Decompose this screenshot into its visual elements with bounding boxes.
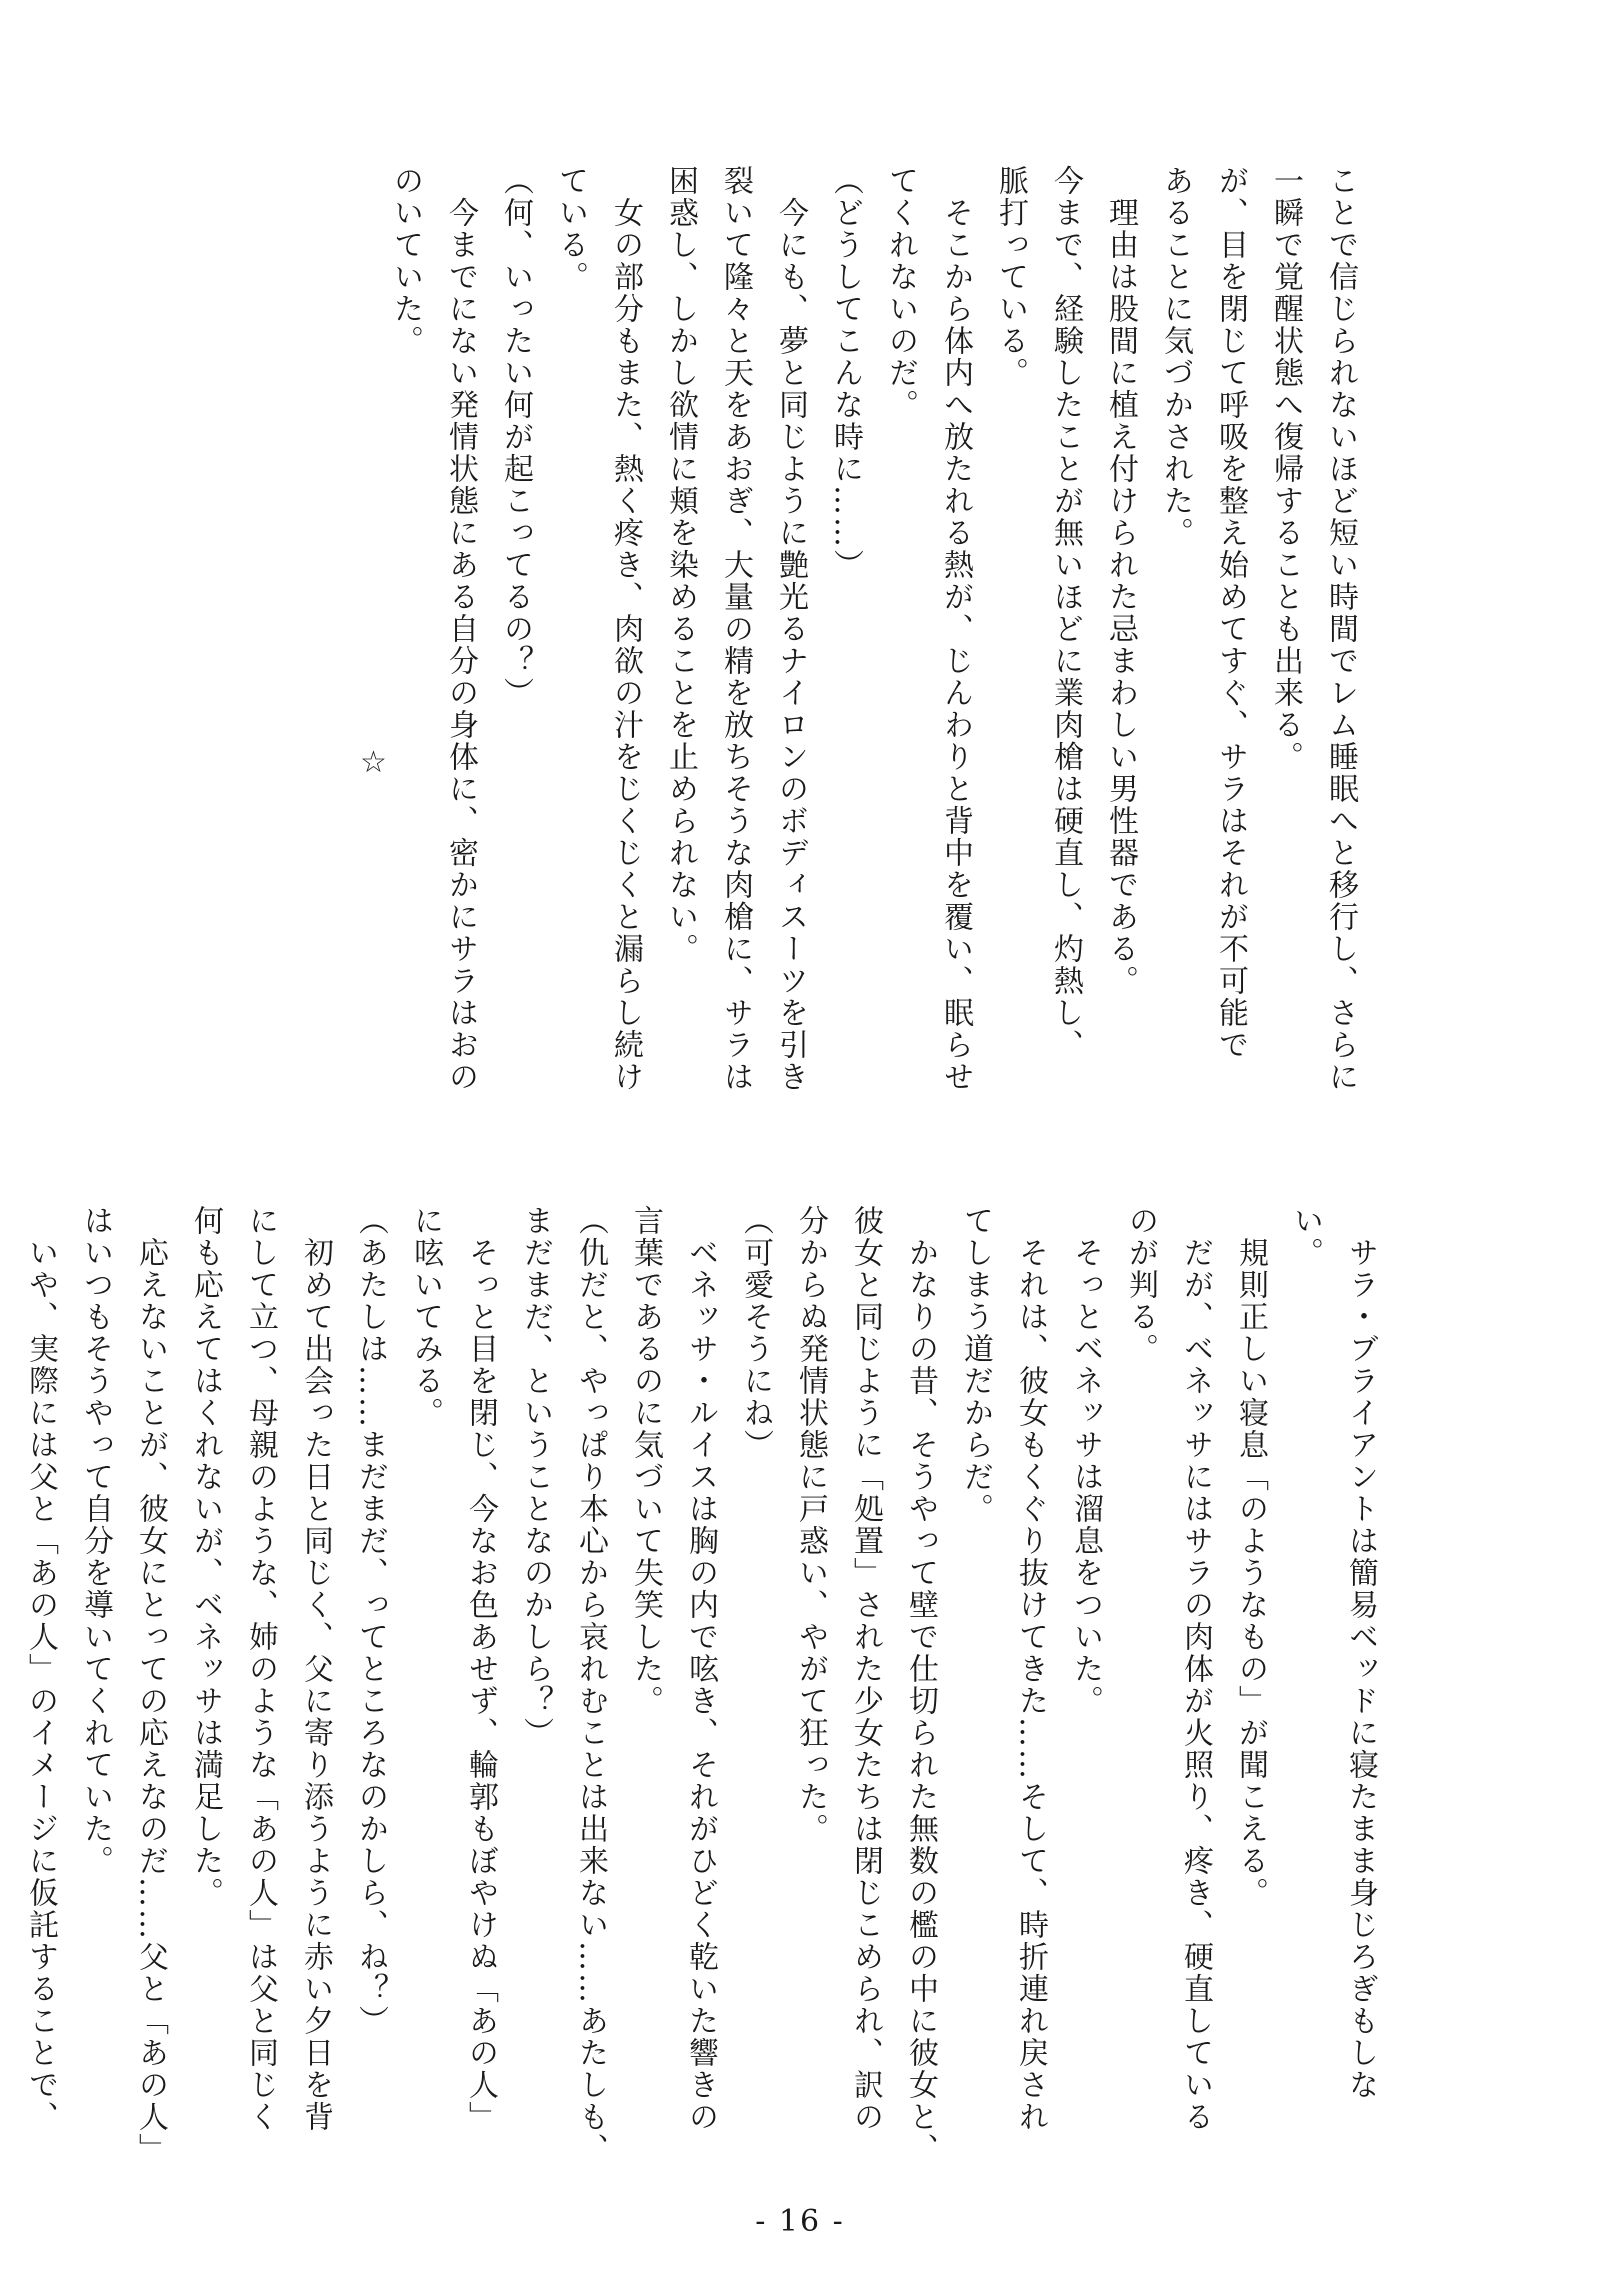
text-line: 言葉であるのに気づいて失笑した。 (628, 1205, 663, 1717)
text-line: ベネッサ・ルイスは胸の内で呟き、それがひどく乾いた響きの (683, 1205, 718, 2133)
text-line: 今にも、夢と同じように艶光るナイロンのボディスーツを引き (773, 165, 808, 1093)
text-line: 分からぬ発情状態に戸惑い、やがて狂った。 (793, 1205, 828, 1845)
text-line: はいつもそうやって自分を導いてくれていた。 (78, 1205, 113, 1877)
text-block-top (378, 165, 1368, 1145)
text-line: 彼女と同じように「処置」された少女たちは閉じこめられ、訳の (848, 1205, 883, 2133)
text-line: （仇だと、やっぱり本心から哀れむことは出来ない……あたしも、 (573, 1205, 608, 2165)
text-line: だが、ベネッサにはサラの肉体が火照り、疼き、硬直している (1178, 1205, 1213, 2133)
text-line: 裂いて隆々と天をあおぎ、大量の精を放ちそうな肉槍に、サラは (718, 165, 753, 1093)
text-line: にして立つ、母親のような、姉のような「あの人」は父と同じく (243, 1205, 278, 2133)
text-line: （あたしは……まだまだ、ってところなのかしら、ね？） (353, 1205, 388, 2037)
text-line: 今まで、経験したことが無いほどに業肉槍は硬直し、灼熱し、 (1048, 165, 1083, 1061)
text-line: （可愛そうにね） (738, 1205, 773, 1461)
text-line: のいていた。 (388, 165, 423, 357)
text-line: （どうしてこんな時に……） (828, 165, 863, 581)
text-line: 脈打っている。 (993, 165, 1028, 389)
text-line: 一瞬で覚醒状態へ復帰することも出来る。 (1268, 165, 1303, 773)
text-line: （何、いったい何が起こってるの？） (498, 165, 533, 709)
text-line: まだまだ、ということなのかしら？） (518, 1205, 553, 1749)
text-line: かなりの昔、そうやって壁で仕切られた無数の檻の中に彼女と、 (903, 1205, 938, 2165)
text-line: てしまう道だからだ。 (958, 1205, 993, 1525)
text-line: 応えないことが、彼女にとっての応えなのだ……父と「あの人」 (133, 1205, 168, 2165)
text-line: あることに気づかされた。 (1158, 165, 1193, 549)
text-line: てくれないのだ。 (883, 165, 918, 421)
text-line: いや、実際には父と「あの人」のイメージに仮託することで、 (23, 1205, 58, 2133)
text-line: 困惑し、しかし欲情に頬を染めることを止められない。 (663, 165, 698, 965)
text-line: ている。 (553, 165, 588, 293)
section-break-star: ☆ (360, 745, 387, 780)
text-line: そっと目を閉じ、今なお色あせず、輪郭もぼやけぬ「あの人」 (463, 1205, 498, 2133)
text-line: に呟いてみる。 (408, 1205, 443, 1429)
text-line: そっとベネッサは溜息をついた。 (1068, 1205, 1103, 1717)
text-line: ことで信じられないほど短い時間でレム睡眠へと移行し、さらに (1323, 165, 1358, 1093)
text-line: 規則正しい寝息「のようなもの」が聞こえる。 (1233, 1205, 1268, 1909)
text-line: 何も応えてはくれないが、ベネッサは満足した。 (188, 1205, 223, 1909)
text-block-bottom (13, 1205, 1388, 2170)
text-line: 初めて出会った日と同じく、父に寄り添うように赤い夕日を背 (298, 1205, 333, 2133)
text-line: 理由は股間に植え付けられた忌まわしい男性器である。 (1103, 165, 1138, 997)
text-line: 女の部分もまた、熱く疼き、肉欲の汁をじくじくと漏らし続け (608, 165, 643, 1093)
text-line: そこから体内へ放たれる熱が、じんわりと背中を覆い、眠らせ (938, 165, 973, 1093)
text-line: い。 (1288, 1205, 1323, 1269)
text-line: サラ・ブライアントは簡易ベッドに寝たまま身じろぎもしな (1343, 1205, 1378, 2101)
text-line: それは、彼女もくぐり抜けてきた……そして、時折連れ戻され (1013, 1205, 1048, 2133)
page-number: - 16 - (755, 2204, 845, 2239)
text-line: が、目を閉じて呼吸を整え始めてすぐ、サラはそれが不可能で (1213, 165, 1248, 1061)
text-line: のが判る。 (1123, 1205, 1158, 1365)
text-line: 今までにない発情状態にある自分の身体に、密かにサラはおの (443, 165, 478, 1093)
